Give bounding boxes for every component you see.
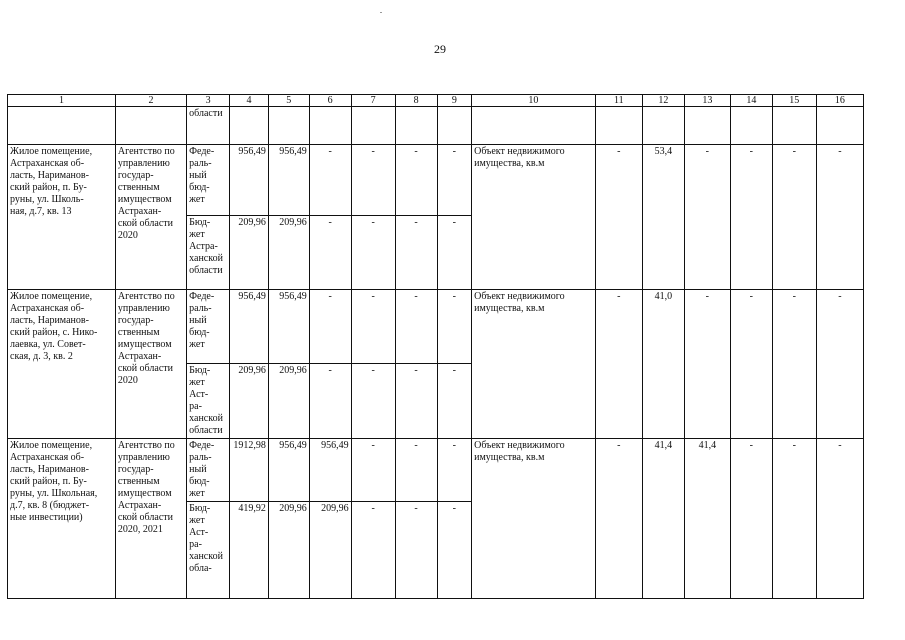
page-number: 29: [434, 42, 446, 56]
program-table: [7, 94, 864, 599]
indicator-value-cell: -: [595, 439, 642, 599]
amount-cell: 956,49: [230, 145, 269, 216]
col-header: 15: [772, 95, 816, 107]
amount-cell: -: [309, 216, 351, 290]
col-header: 16: [816, 95, 863, 107]
indicator-value-cell: -: [816, 145, 863, 290]
scan-speck: [380, 12, 382, 13]
funding-source-cell: Бюд- жет Астра- ханской области: [187, 216, 230, 290]
col-header: 11: [595, 95, 642, 107]
indicator-cell: Объект недвижимого имущества, кв.м: [472, 439, 596, 599]
amount-cell: -: [437, 439, 472, 502]
continuation-row: [8, 107, 864, 145]
col-header: 6: [309, 95, 351, 107]
amount-cell: -: [395, 290, 437, 364]
amount-cell: 209,96: [268, 216, 309, 290]
table-row: [8, 145, 864, 216]
amount-cell: 956,49: [230, 290, 269, 364]
indicator-cell: Объект недвижимого имущества, кв.м: [472, 290, 596, 439]
col-header: 2: [115, 95, 186, 107]
funding-source-cell: Феде- раль- ный бюд- жет: [187, 145, 230, 216]
object-description-cell: Жилое помещение, Астраханская об- ласть, Нариманов- ский район, п. Бу- руны, ул. Школьная, д.7, кв. 8 (бюджет- ные инвестиции): [8, 439, 116, 599]
amount-cell: -: [351, 145, 395, 216]
indicator-value-cell: -: [730, 439, 772, 599]
amount-cell: -: [351, 216, 395, 290]
agency-cell: Агентство по управлению государ- ственным имуществом Астрахан- ской области 2020, 2021: [115, 439, 186, 599]
funding-source-cell: Бюд- жет Аст- ра- ханской обла-: [187, 502, 230, 599]
col-header: 5: [268, 95, 309, 107]
agency-cell: Агентство по управлению государ- ственным имуществом Астрахан- ской области 2020: [115, 290, 186, 439]
amount-cell: -: [309, 145, 351, 216]
col-header: 9: [437, 95, 472, 107]
indicator-value-cell: -: [595, 145, 642, 290]
indicator-value-cell: -: [816, 290, 863, 439]
col-header: 12: [642, 95, 684, 107]
col-header: 14: [730, 95, 772, 107]
amount-cell: -: [437, 290, 472, 364]
indicator-cell: Объект недвижимого имущества, кв.м: [472, 145, 596, 290]
funding-source-cell: Бюд- жет Аст- ра- ханской области: [187, 364, 230, 439]
column-number-header: [8, 95, 864, 107]
indicator-value-cell: -: [595, 290, 642, 439]
indicator-value-cell: -: [730, 145, 772, 290]
amount-cell: -: [395, 364, 437, 439]
funding-source-cell: области: [187, 107, 230, 145]
amount-cell: -: [395, 502, 437, 599]
amount-cell: -: [351, 439, 395, 502]
amount-cell: -: [437, 502, 472, 599]
indicator-value-cell: -: [684, 290, 730, 439]
amount-cell: 209,96: [268, 364, 309, 439]
col-header: 10: [472, 95, 596, 107]
col-header: 1: [8, 95, 116, 107]
amount-cell: 209,96: [230, 364, 269, 439]
amount-cell: -: [437, 364, 472, 439]
amount-cell: 956,49: [268, 290, 309, 364]
amount-cell: 209,96: [309, 502, 351, 599]
object-description-cell: Жилое помещение, Астраханская об- ласть, Нариманов- ский район, с. Нико- лаевка, ул. Совет- ская, д. 3, кв. 2: [8, 290, 116, 439]
amount-cell: 209,96: [268, 502, 309, 599]
amount-cell: -: [395, 145, 437, 216]
amount-cell: -: [395, 216, 437, 290]
indicator-value-cell: -: [730, 290, 772, 439]
indicator-value-cell: 41,4: [642, 439, 684, 599]
col-header: 3: [187, 95, 230, 107]
amount-cell: -: [309, 364, 351, 439]
funding-source-cell: Феде- раль- ный бюд- жет: [187, 439, 230, 502]
amount-cell: 956,49: [268, 439, 309, 502]
amount-cell: -: [309, 290, 351, 364]
amount-cell: 956,49: [309, 439, 351, 502]
table-row: [8, 290, 864, 364]
amount-cell: -: [395, 439, 437, 502]
amount-cell: -: [351, 364, 395, 439]
amount-cell: 209,96: [230, 216, 269, 290]
amount-cell: -: [351, 290, 395, 364]
amount-cell: -: [437, 145, 472, 216]
amount-cell: 956,49: [268, 145, 309, 216]
amount-cell: 1912,98: [230, 439, 269, 502]
table-row: [8, 439, 864, 502]
col-header: 4: [230, 95, 269, 107]
indicator-value-cell: 41,0: [642, 290, 684, 439]
indicator-value-cell: 41,4: [684, 439, 730, 599]
indicator-value-cell: -: [684, 145, 730, 290]
col-header: 7: [351, 95, 395, 107]
indicator-value-cell: -: [772, 439, 816, 599]
indicator-value-cell: -: [772, 290, 816, 439]
amount-cell: 419,92: [230, 502, 269, 599]
agency-cell: Агентство по управлению государ- ственным имуществом Астрахан- ской области 2020: [115, 145, 186, 290]
object-description-cell: Жилое помещение, Астраханская об- ласть, Нариманов- ский район, п. Бу- руны, ул. Школь- ная, д.7, кв. 13: [8, 145, 116, 290]
col-header: 13: [684, 95, 730, 107]
amount-cell: -: [351, 502, 395, 599]
indicator-value-cell: -: [772, 145, 816, 290]
indicator-value-cell: -: [816, 439, 863, 599]
funding-source-cell: Феде- раль- ный бюд- жет: [187, 290, 230, 364]
col-header: 8: [395, 95, 437, 107]
amount-cell: -: [437, 216, 472, 290]
indicator-value-cell: 53,4: [642, 145, 684, 290]
